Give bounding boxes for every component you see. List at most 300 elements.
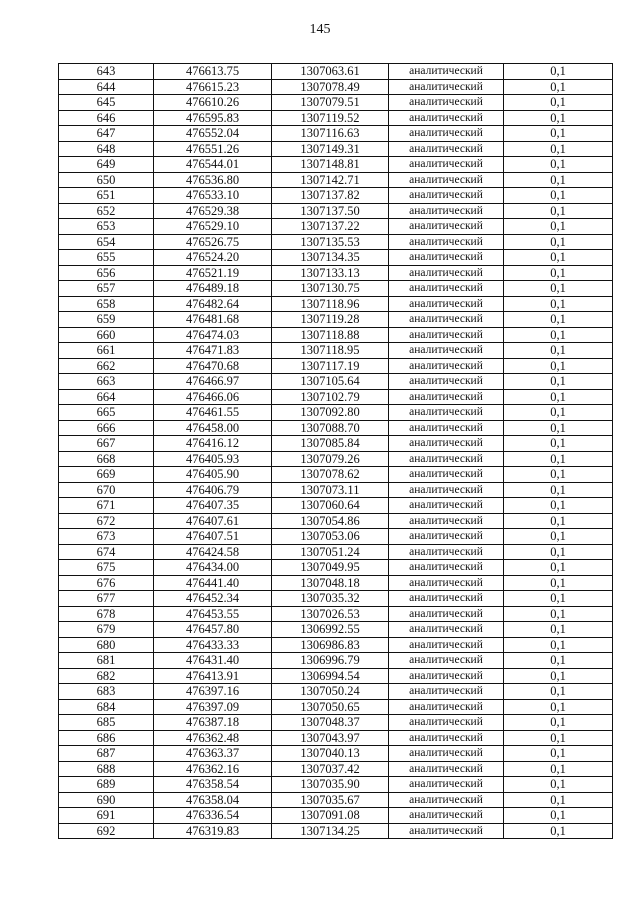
accuracy-cell: 0,1	[504, 312, 613, 328]
x-coordinate-cell: 476413.91	[154, 668, 272, 684]
x-coordinate-cell: 476471.83	[154, 343, 272, 359]
y-coordinate-cell: 1307035.67	[272, 792, 389, 808]
accuracy-cell: 0,1	[504, 265, 613, 281]
y-coordinate-cell: 1307050.65	[272, 699, 389, 715]
accuracy-cell: 0,1	[504, 327, 613, 343]
point-number-cell: 672	[59, 513, 154, 529]
accuracy-cell: 0,1	[504, 777, 613, 793]
point-number-cell: 688	[59, 761, 154, 777]
x-coordinate-cell: 476613.75	[154, 64, 272, 80]
x-coordinate-cell: 476336.54	[154, 808, 272, 824]
table-row	[59, 746, 613, 762]
accuracy-cell: 0,1	[504, 358, 613, 374]
y-coordinate-cell: 1307048.18	[272, 575, 389, 591]
point-number-cell: 670	[59, 482, 154, 498]
accuracy-cell: 0,1	[504, 389, 613, 405]
x-coordinate-cell: 476452.34	[154, 591, 272, 607]
point-number-cell: 692	[59, 823, 154, 839]
method-cell: аналитический	[389, 823, 504, 839]
point-number-cell: 680	[59, 637, 154, 653]
x-coordinate-cell: 476552.04	[154, 126, 272, 142]
point-number-cell: 656	[59, 265, 154, 281]
method-cell: аналитический	[389, 684, 504, 700]
point-number-cell: 649	[59, 157, 154, 173]
point-number-cell: 689	[59, 777, 154, 793]
y-coordinate-cell: 1307134.25	[272, 823, 389, 839]
x-coordinate-cell: 476433.33	[154, 637, 272, 653]
point-number-cell: 669	[59, 467, 154, 483]
method-cell: аналитический	[389, 498, 504, 514]
x-coordinate-cell: 476544.01	[154, 157, 272, 173]
table-row	[59, 126, 613, 142]
table-row	[59, 95, 613, 111]
point-number-cell: 652	[59, 203, 154, 219]
accuracy-cell: 0,1	[504, 591, 613, 607]
y-coordinate-cell: 1307060.64	[272, 498, 389, 514]
x-coordinate-cell: 476466.97	[154, 374, 272, 390]
method-cell: аналитический	[389, 622, 504, 638]
y-coordinate-cell: 1307118.95	[272, 343, 389, 359]
x-coordinate-cell: 476615.23	[154, 79, 272, 95]
point-number-cell: 668	[59, 451, 154, 467]
table-row	[59, 792, 613, 808]
accuracy-cell: 0,1	[504, 792, 613, 808]
accuracy-cell: 0,1	[504, 715, 613, 731]
accuracy-cell: 0,1	[504, 606, 613, 622]
table-row	[59, 203, 613, 219]
y-coordinate-cell: 1307116.63	[272, 126, 389, 142]
y-coordinate-cell: 1307133.13	[272, 265, 389, 281]
method-cell: аналитический	[389, 312, 504, 328]
y-coordinate-cell: 1307137.22	[272, 219, 389, 235]
point-number-cell: 666	[59, 420, 154, 436]
point-number-cell: 647	[59, 126, 154, 142]
point-number-cell: 658	[59, 296, 154, 312]
table-row	[59, 358, 613, 374]
accuracy-cell: 0,1	[504, 730, 613, 746]
accuracy-cell: 0,1	[504, 482, 613, 498]
method-cell: аналитический	[389, 529, 504, 545]
method-cell: аналитический	[389, 513, 504, 529]
y-coordinate-cell: 1307118.88	[272, 327, 389, 343]
coordinates-table-body	[59, 64, 613, 839]
table-row	[59, 684, 613, 700]
accuracy-cell: 0,1	[504, 157, 613, 173]
x-coordinate-cell: 476319.83	[154, 823, 272, 839]
x-coordinate-cell: 476405.90	[154, 467, 272, 483]
x-coordinate-cell: 476407.51	[154, 529, 272, 545]
table-row	[59, 343, 613, 359]
method-cell: аналитический	[389, 575, 504, 591]
point-number-cell: 655	[59, 250, 154, 266]
point-number-cell: 664	[59, 389, 154, 405]
accuracy-cell: 0,1	[504, 250, 613, 266]
point-number-cell: 677	[59, 591, 154, 607]
y-coordinate-cell: 1307085.84	[272, 436, 389, 452]
x-coordinate-cell: 476397.09	[154, 699, 272, 715]
point-number-cell: 676	[59, 575, 154, 591]
table-row	[59, 513, 613, 529]
table-row	[59, 777, 613, 793]
y-coordinate-cell: 1306992.55	[272, 622, 389, 638]
y-coordinate-cell: 1307035.90	[272, 777, 389, 793]
method-cell: аналитический	[389, 358, 504, 374]
point-number-cell: 645	[59, 95, 154, 111]
method-cell: аналитический	[389, 203, 504, 219]
x-coordinate-cell: 476453.55	[154, 606, 272, 622]
method-cell: аналитический	[389, 606, 504, 622]
method-cell: аналитический	[389, 668, 504, 684]
point-number-cell: 674	[59, 544, 154, 560]
y-coordinate-cell: 1307054.86	[272, 513, 389, 529]
y-coordinate-cell: 1307051.24	[272, 544, 389, 560]
accuracy-cell: 0,1	[504, 699, 613, 715]
accuracy-cell: 0,1	[504, 203, 613, 219]
point-number-cell: 650	[59, 172, 154, 188]
x-coordinate-cell: 476405.93	[154, 451, 272, 467]
x-coordinate-cell: 476595.83	[154, 110, 272, 126]
point-number-cell: 663	[59, 374, 154, 390]
table-row	[59, 296, 613, 312]
y-coordinate-cell: 1307117.19	[272, 358, 389, 374]
y-coordinate-cell: 1307092.80	[272, 405, 389, 421]
point-number-cell: 665	[59, 405, 154, 421]
accuracy-cell: 0,1	[504, 79, 613, 95]
method-cell: аналитический	[389, 436, 504, 452]
y-coordinate-cell: 1307078.49	[272, 79, 389, 95]
table-row	[59, 823, 613, 839]
accuracy-cell: 0,1	[504, 498, 613, 514]
accuracy-cell: 0,1	[504, 64, 613, 80]
x-coordinate-cell: 476489.18	[154, 281, 272, 297]
table-row	[59, 79, 613, 95]
table-row	[59, 730, 613, 746]
y-coordinate-cell: 1307134.35	[272, 250, 389, 266]
x-coordinate-cell: 476461.55	[154, 405, 272, 421]
x-coordinate-cell: 476358.54	[154, 777, 272, 793]
table-row	[59, 250, 613, 266]
y-coordinate-cell: 1307079.51	[272, 95, 389, 111]
point-number-cell: 660	[59, 327, 154, 343]
method-cell: аналитический	[389, 234, 504, 250]
x-coordinate-cell: 476474.03	[154, 327, 272, 343]
coordinates-table	[58, 63, 613, 839]
method-cell: аналитический	[389, 281, 504, 297]
x-coordinate-cell: 476481.68	[154, 312, 272, 328]
x-coordinate-cell: 476416.12	[154, 436, 272, 452]
point-number-cell: 653	[59, 219, 154, 235]
method-cell: аналитический	[389, 761, 504, 777]
table-row	[59, 699, 613, 715]
accuracy-cell: 0,1	[504, 234, 613, 250]
method-cell: аналитический	[389, 420, 504, 436]
table-row	[59, 265, 613, 281]
method-cell: аналитический	[389, 591, 504, 607]
y-coordinate-cell: 1307040.13	[272, 746, 389, 762]
table-row	[59, 544, 613, 560]
point-number-cell: 662	[59, 358, 154, 374]
y-coordinate-cell: 1307148.81	[272, 157, 389, 173]
y-coordinate-cell: 1306994.54	[272, 668, 389, 684]
table-row	[59, 653, 613, 669]
point-number-cell: 657	[59, 281, 154, 297]
point-number-cell: 681	[59, 653, 154, 669]
point-number-cell: 659	[59, 312, 154, 328]
table-row	[59, 715, 613, 731]
y-coordinate-cell: 1307119.52	[272, 110, 389, 126]
method-cell: аналитический	[389, 637, 504, 653]
method-cell: аналитический	[389, 389, 504, 405]
y-coordinate-cell: 1307137.50	[272, 203, 389, 219]
accuracy-cell: 0,1	[504, 513, 613, 529]
accuracy-cell: 0,1	[504, 544, 613, 560]
method-cell: аналитический	[389, 79, 504, 95]
point-number-cell: 682	[59, 668, 154, 684]
method-cell: аналитический	[389, 808, 504, 824]
table-row	[59, 467, 613, 483]
method-cell: аналитический	[389, 451, 504, 467]
accuracy-cell: 0,1	[504, 467, 613, 483]
y-coordinate-cell: 1307079.26	[272, 451, 389, 467]
x-coordinate-cell: 476524.20	[154, 250, 272, 266]
point-number-cell: 643	[59, 64, 154, 80]
x-coordinate-cell: 476407.35	[154, 498, 272, 514]
method-cell: аналитический	[389, 405, 504, 421]
y-coordinate-cell: 1307088.70	[272, 420, 389, 436]
table-row	[59, 420, 613, 436]
table-row	[59, 761, 613, 777]
table-row	[59, 389, 613, 405]
table-row	[59, 591, 613, 607]
accuracy-cell: 0,1	[504, 529, 613, 545]
y-coordinate-cell: 1306996.79	[272, 653, 389, 669]
table-row	[59, 234, 613, 250]
x-coordinate-cell: 476424.58	[154, 544, 272, 560]
method-cell: аналитический	[389, 250, 504, 266]
x-coordinate-cell: 476482.64	[154, 296, 272, 312]
y-coordinate-cell: 1307102.79	[272, 389, 389, 405]
table-row	[59, 219, 613, 235]
table-row	[59, 436, 613, 452]
method-cell: аналитический	[389, 265, 504, 281]
y-coordinate-cell: 1307149.31	[272, 141, 389, 157]
accuracy-cell: 0,1	[504, 808, 613, 824]
table-row	[59, 560, 613, 576]
x-coordinate-cell: 476441.40	[154, 575, 272, 591]
method-cell: аналитический	[389, 467, 504, 483]
accuracy-cell: 0,1	[504, 343, 613, 359]
method-cell: аналитический	[389, 746, 504, 762]
table-row	[59, 606, 613, 622]
point-number-cell: 684	[59, 699, 154, 715]
method-cell: аналитический	[389, 699, 504, 715]
x-coordinate-cell: 476407.61	[154, 513, 272, 529]
x-coordinate-cell: 476526.75	[154, 234, 272, 250]
method-cell: аналитический	[389, 141, 504, 157]
method-cell: аналитический	[389, 296, 504, 312]
method-cell: аналитический	[389, 64, 504, 80]
x-coordinate-cell: 476387.18	[154, 715, 272, 731]
y-coordinate-cell: 1307118.96	[272, 296, 389, 312]
accuracy-cell: 0,1	[504, 668, 613, 684]
method-cell: аналитический	[389, 482, 504, 498]
x-coordinate-cell: 476397.16	[154, 684, 272, 700]
accuracy-cell: 0,1	[504, 436, 613, 452]
table-row	[59, 157, 613, 173]
accuracy-cell: 0,1	[504, 141, 613, 157]
y-coordinate-cell: 1307119.28	[272, 312, 389, 328]
method-cell: аналитический	[389, 157, 504, 173]
accuracy-cell: 0,1	[504, 219, 613, 235]
table-row	[59, 64, 613, 80]
point-number-cell: 651	[59, 188, 154, 204]
table-row	[59, 172, 613, 188]
y-coordinate-cell: 1307026.53	[272, 606, 389, 622]
method-cell: аналитический	[389, 653, 504, 669]
x-coordinate-cell: 476470.68	[154, 358, 272, 374]
point-number-cell: 644	[59, 79, 154, 95]
x-coordinate-cell: 476434.00	[154, 560, 272, 576]
method-cell: аналитический	[389, 219, 504, 235]
y-coordinate-cell: 1307053.06	[272, 529, 389, 545]
y-coordinate-cell: 1307073.11	[272, 482, 389, 498]
point-number-cell: 671	[59, 498, 154, 514]
accuracy-cell: 0,1	[504, 560, 613, 576]
x-coordinate-cell: 476362.48	[154, 730, 272, 746]
accuracy-cell: 0,1	[504, 110, 613, 126]
accuracy-cell: 0,1	[504, 746, 613, 762]
table-row	[59, 451, 613, 467]
y-coordinate-cell: 1307135.53	[272, 234, 389, 250]
table-row	[59, 188, 613, 204]
point-number-cell: 679	[59, 622, 154, 638]
method-cell: аналитический	[389, 188, 504, 204]
method-cell: аналитический	[389, 126, 504, 142]
y-coordinate-cell: 1307137.82	[272, 188, 389, 204]
method-cell: аналитический	[389, 777, 504, 793]
point-number-cell: 654	[59, 234, 154, 250]
accuracy-cell: 0,1	[504, 451, 613, 467]
point-number-cell: 691	[59, 808, 154, 824]
point-number-cell: 683	[59, 684, 154, 700]
y-coordinate-cell: 1307142.71	[272, 172, 389, 188]
table-row	[59, 374, 613, 390]
x-coordinate-cell: 476406.79	[154, 482, 272, 498]
point-number-cell: 673	[59, 529, 154, 545]
y-coordinate-cell: 1307105.64	[272, 374, 389, 390]
method-cell: аналитический	[389, 730, 504, 746]
y-coordinate-cell: 1307091.08	[272, 808, 389, 824]
table-row	[59, 482, 613, 498]
y-coordinate-cell: 1307130.75	[272, 281, 389, 297]
accuracy-cell: 0,1	[504, 420, 613, 436]
accuracy-cell: 0,1	[504, 684, 613, 700]
accuracy-cell: 0,1	[504, 188, 613, 204]
table-row	[59, 141, 613, 157]
method-cell: аналитический	[389, 544, 504, 560]
x-coordinate-cell: 476362.16	[154, 761, 272, 777]
point-number-cell: 648	[59, 141, 154, 157]
x-coordinate-cell: 476610.26	[154, 95, 272, 111]
accuracy-cell: 0,1	[504, 281, 613, 297]
y-coordinate-cell: 1307035.32	[272, 591, 389, 607]
accuracy-cell: 0,1	[504, 637, 613, 653]
table-row	[59, 637, 613, 653]
table-row	[59, 575, 613, 591]
x-coordinate-cell: 476533.10	[154, 188, 272, 204]
x-coordinate-cell: 476431.40	[154, 653, 272, 669]
y-coordinate-cell: 1307037.42	[272, 761, 389, 777]
method-cell: аналитический	[389, 792, 504, 808]
method-cell: аналитический	[389, 110, 504, 126]
table-row	[59, 110, 613, 126]
table-row	[59, 622, 613, 638]
point-number-cell: 678	[59, 606, 154, 622]
y-coordinate-cell: 1307050.24	[272, 684, 389, 700]
method-cell: аналитический	[389, 560, 504, 576]
point-number-cell: 675	[59, 560, 154, 576]
accuracy-cell: 0,1	[504, 374, 613, 390]
x-coordinate-cell: 476466.06	[154, 389, 272, 405]
x-coordinate-cell: 476551.26	[154, 141, 272, 157]
method-cell: аналитический	[389, 95, 504, 111]
accuracy-cell: 0,1	[504, 622, 613, 638]
point-number-cell: 661	[59, 343, 154, 359]
x-coordinate-cell: 476358.04	[154, 792, 272, 808]
table-row	[59, 281, 613, 297]
x-coordinate-cell: 476457.80	[154, 622, 272, 638]
method-cell: аналитический	[389, 343, 504, 359]
accuracy-cell: 0,1	[504, 575, 613, 591]
accuracy-cell: 0,1	[504, 296, 613, 312]
y-coordinate-cell: 1307049.95	[272, 560, 389, 576]
point-number-cell: 690	[59, 792, 154, 808]
accuracy-cell: 0,1	[504, 823, 613, 839]
accuracy-cell: 0,1	[504, 126, 613, 142]
accuracy-cell: 0,1	[504, 95, 613, 111]
table-row	[59, 529, 613, 545]
x-coordinate-cell: 476529.38	[154, 203, 272, 219]
table-row	[59, 405, 613, 421]
page-number: 145	[309, 22, 331, 37]
x-coordinate-cell: 476521.19	[154, 265, 272, 281]
method-cell: аналитический	[389, 715, 504, 731]
x-coordinate-cell: 476529.10	[154, 219, 272, 235]
table-row	[59, 668, 613, 684]
accuracy-cell: 0,1	[504, 653, 613, 669]
table-row	[59, 498, 613, 514]
table-row	[59, 808, 613, 824]
y-coordinate-cell: 1307078.62	[272, 467, 389, 483]
x-coordinate-cell: 476458.00	[154, 420, 272, 436]
accuracy-cell: 0,1	[504, 172, 613, 188]
point-number-cell: 667	[59, 436, 154, 452]
point-number-cell: 685	[59, 715, 154, 731]
y-coordinate-cell: 1306986.83	[272, 637, 389, 653]
y-coordinate-cell: 1307043.97	[272, 730, 389, 746]
method-cell: аналитический	[389, 374, 504, 390]
method-cell: аналитический	[389, 327, 504, 343]
accuracy-cell: 0,1	[504, 405, 613, 421]
point-number-cell: 686	[59, 730, 154, 746]
point-number-cell: 687	[59, 746, 154, 762]
table-row	[59, 327, 613, 343]
accuracy-cell: 0,1	[504, 761, 613, 777]
y-coordinate-cell: 1307063.61	[272, 64, 389, 80]
x-coordinate-cell: 476363.37	[154, 746, 272, 762]
point-number-cell: 646	[59, 110, 154, 126]
y-coordinate-cell: 1307048.37	[272, 715, 389, 731]
